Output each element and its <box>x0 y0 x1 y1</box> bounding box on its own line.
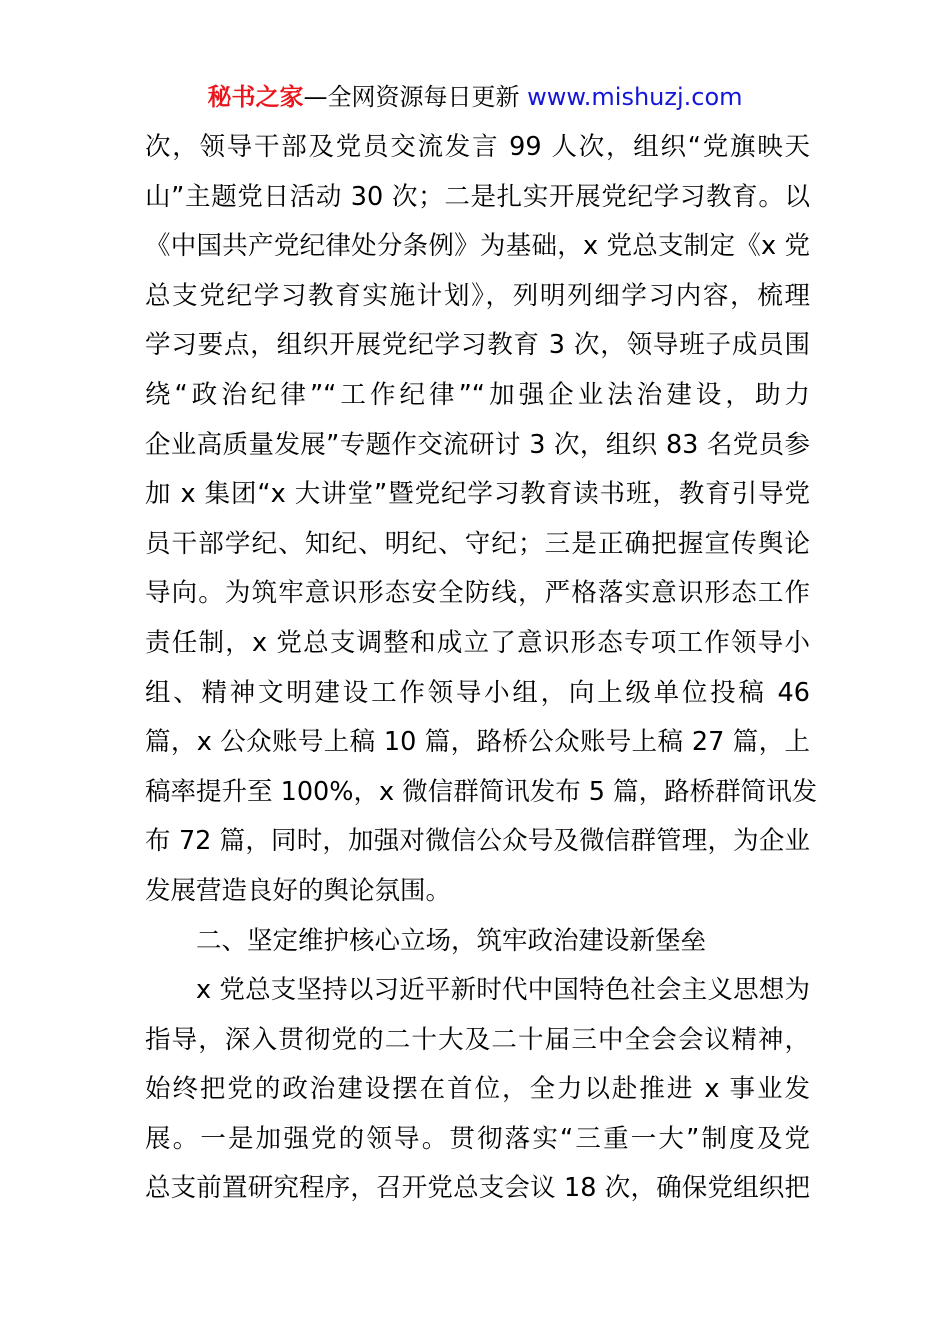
text-line: 布 72 篇，同时，加强对微信公众号及微信群管理，为企业 <box>145 826 810 857</box>
text-line: 企业高质量发展”专题作交流研讨 3 次，组织 83 名党员参 <box>145 429 810 460</box>
text-line: 员干部学纪、知纪、明纪、守纪；三是正确把握宣传舆论 <box>145 528 810 559</box>
text-line: 山”主题党日活动 30 次；二是扎实开展党纪学习教育。以 <box>145 181 810 212</box>
site-url: www.mishuzj.com <box>527 83 743 111</box>
document-body <box>145 123 818 1214</box>
text-line: 加 x 集团“x 大讲堂”暨党纪学习教育读书班，教育引导党 <box>145 479 810 510</box>
text-line: 学习要点，组织开展党纪学习教育 3 次，领导班子成员围 <box>145 330 810 361</box>
text-line: 稿率提升至 100%，x 微信群简讯发布 5 篇，路桥群简讯发 <box>145 776 818 807</box>
brand-name: 秘书之家 <box>207 83 304 111</box>
text-line: 始终把党的政治建设摆在首位，全力以赴推进 x 事业发 <box>145 1074 810 1105</box>
text-line: x 党总支坚持以习近平新时代中国特色社会主义思想为 <box>196 975 810 1006</box>
text-line: 导向。为筑牢意识形态安全防线，严格落实意识形态工作 <box>145 578 810 609</box>
text-line: 责任制，x 党总支调整和成立了意识形态专项工作领导小 <box>145 627 810 658</box>
text-line: 《中国共产党纪律处分条例》为基础，x 党总支制定《x 党 <box>145 231 810 262</box>
text-line: 发展营造良好的舆论氛围。 <box>145 875 452 906</box>
section-heading: 二、坚定维护核心立场，筑牢政治建设新堡垒 <box>196 925 707 956</box>
text-line: 篇，x 公众账号上稿 10 篇，路桥公众账号上稿 27 篇，上 <box>145 727 810 758</box>
site-watermark-header <box>0 80 950 114</box>
text-line: 绕“政治纪律”“工作纪律”“加强企业法治建设，助力 <box>145 379 810 410</box>
text-line: 总支前置研究程序，召开党总支会议 18 次，确保党组织把 <box>145 1173 810 1204</box>
text-line: 总支党纪学习教育实施计划》，列明列细学习内容，梳理 <box>145 280 810 311</box>
text-line: 指导，深入贯彻党的二十大及二十届三中全会会议精神， <box>145 1024 810 1055</box>
text-line: 次，领导干部及党员交流发言 99 人次，组织“党旗映天 <box>145 132 810 162</box>
text-line: 展。一是加强党的领导。贯彻落实“三重一大”制度及党 <box>145 1123 810 1154</box>
header-tagline: —全网资源每日更新 <box>303 83 520 111</box>
text-line: 组、精神文明建设工作领导小组，向上级单位投稿 46 <box>145 677 810 708</box>
